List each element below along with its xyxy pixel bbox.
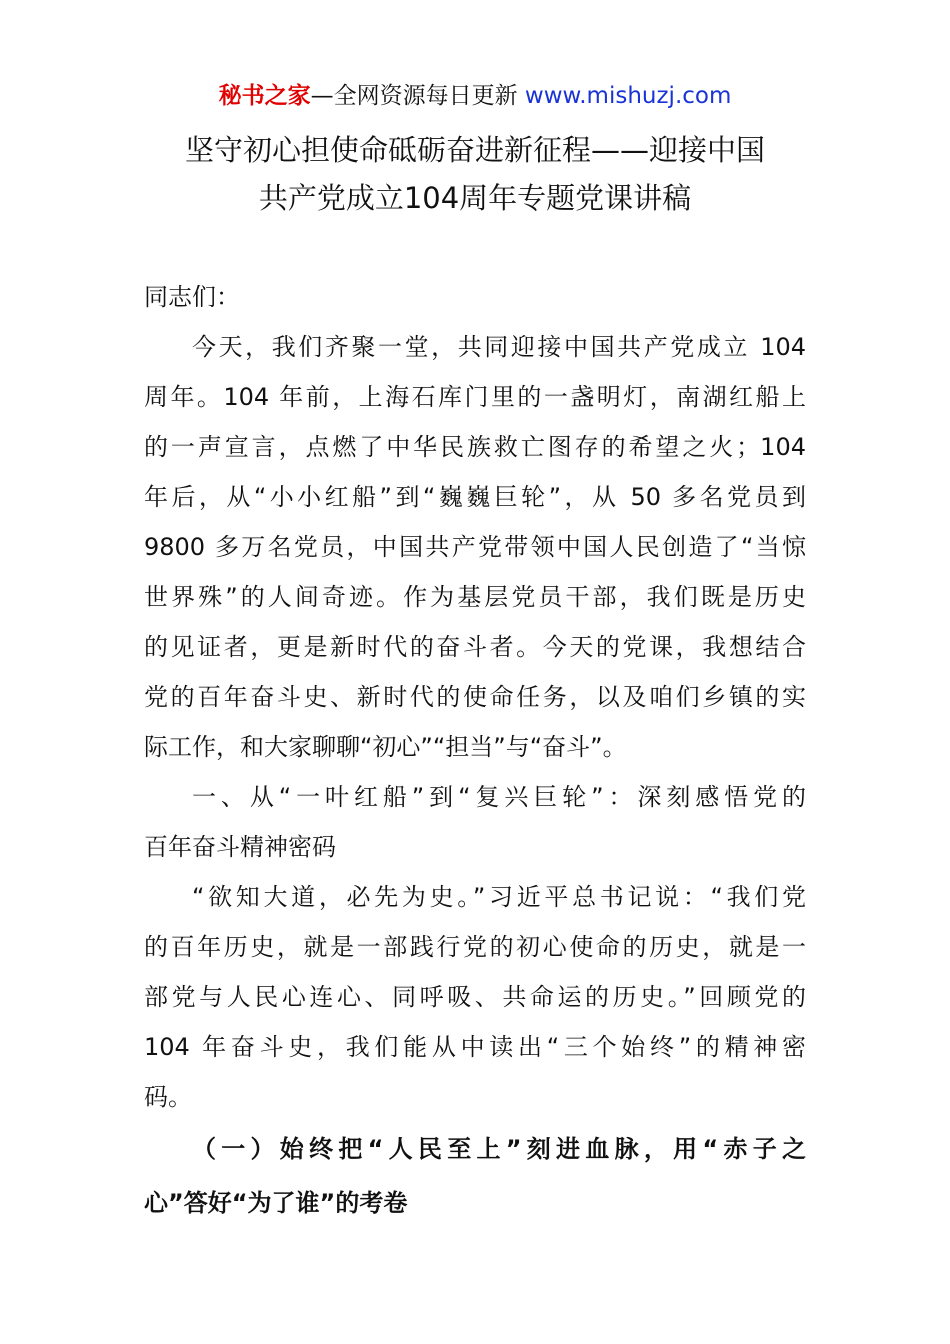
- paragraph-line: 的见证者，更是新时代的奋斗者。今天的党课，我想结合: [144, 633, 806, 661]
- title-line-2: 共产党成立104周年专题党课讲稿: [258, 181, 692, 215]
- paragraph-line: 的一声宣言，点燃了中华民族救亡图存的希望之火；104: [144, 433, 806, 461]
- paragraph-line: 的百年历史，就是一部践行党的初心使命的历史，就是一: [144, 933, 806, 961]
- paragraph-line: 年后，从“小小红船”到“巍巍巨轮”，从 50 多名党员到: [144, 483, 806, 511]
- site-header: [0, 80, 950, 112]
- subsection-heading-line: （一）始终把“人民至上”刻进血脉，用“赤子之: [192, 1135, 806, 1163]
- paragraph-line: 今天，我们齐聚一堂，共同迎接中国共产党成立 104: [192, 333, 806, 361]
- header-tagline: —全网资源每日更新: [310, 83, 518, 109]
- site-url-link[interactable]: www.mishuzj.com: [524, 83, 732, 109]
- brand-name: 秘书之家: [218, 83, 311, 109]
- document-body: [144, 272, 806, 1230]
- title-line-1: 坚守初心担使命砥砺奋进新征程——迎接中国: [184, 133, 765, 167]
- subsection-heading-1: [144, 1122, 806, 1230]
- paragraph-line: 周年。104 年前，上海石库门里的一盏明灯，南湖红船上: [144, 383, 806, 411]
- salutation: 同志们：: [144, 283, 240, 311]
- document-title: [120, 126, 830, 222]
- paragraph-line: 码。: [144, 1083, 192, 1111]
- section-heading-1: [144, 772, 806, 872]
- paragraph-intro: [144, 322, 806, 772]
- paragraph-history: [144, 872, 806, 1122]
- paragraph-line: 104 年奋斗史，我们能从中读出“三个始终”的精神密: [144, 1033, 806, 1061]
- paragraph-line: 9800 多万名党员，中国共产党带领中国人民创造了“当惊: [144, 533, 806, 561]
- paragraph-line: 部党与人民心连心、同呼吸、共命运的历史。”回顾党的: [144, 983, 806, 1011]
- paragraph-line: 世界殊”的人间奇迹。作为基层党员干部，我们既是历史: [144, 583, 806, 611]
- paragraph-line: “欲知大道，必先为史。”习近平总书记说：“我们党: [192, 883, 806, 911]
- section-heading-line: 百年奋斗精神密码: [144, 833, 336, 861]
- subsection-heading-line: 心”答好“为了谁”的考卷: [144, 1189, 408, 1217]
- paragraph-line: 党的百年奋斗史、新时代的使命任务，以及咱们乡镇的实: [144, 683, 806, 711]
- paragraph-line: 际工作，和大家聊聊“初心”“担当”与“奋斗”。: [144, 733, 627, 761]
- section-heading-line: 一、从“一叶红船”到“复兴巨轮”：深刻感悟党的: [192, 783, 806, 811]
